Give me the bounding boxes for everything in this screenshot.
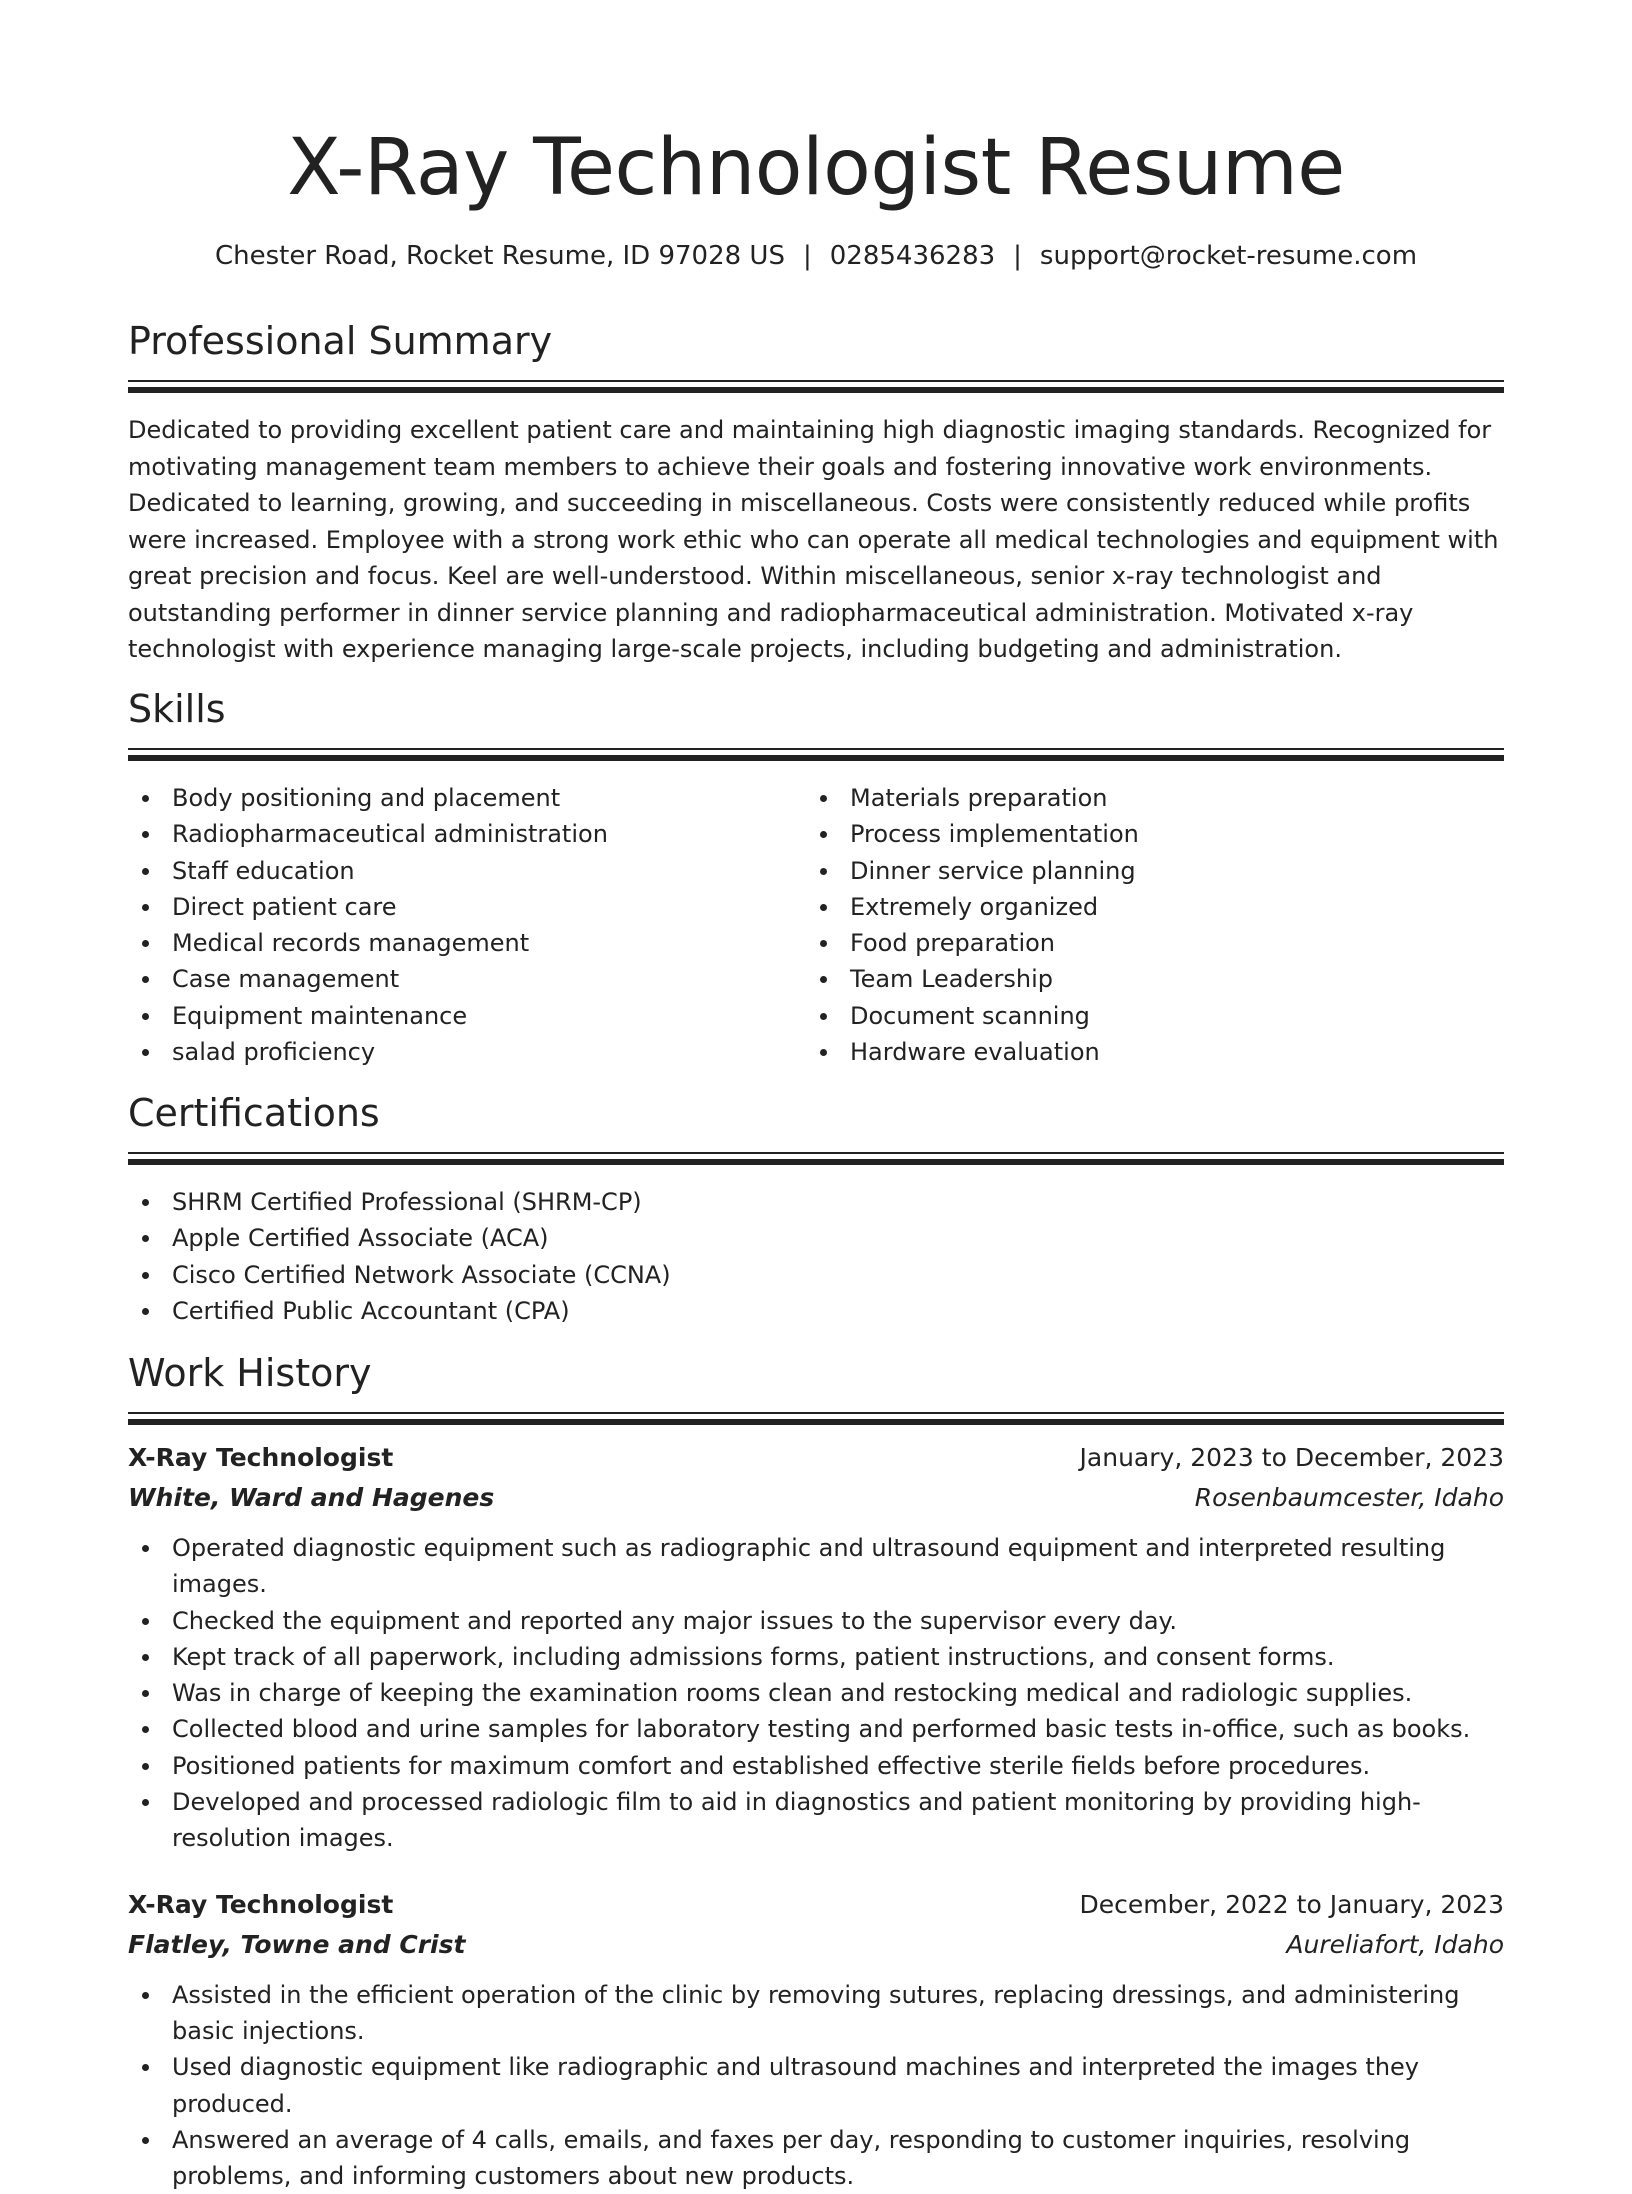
certification-item: Certified Public Accountant (CPA) xyxy=(128,1293,1504,1329)
job-entry xyxy=(128,1438,1504,1857)
certifications-section xyxy=(128,1088,1504,1329)
contact-email[interactable]: support@rocket-resume.com xyxy=(1039,241,1418,271)
job-duty-item: Collected blood and urine samples for laboratory testing and performed basic tests in-office, such as books. xyxy=(128,1711,1504,1747)
job-company-row xyxy=(128,1925,1504,1965)
job-header-row xyxy=(128,1885,1504,1925)
job-location: Aureliafort, Idaho xyxy=(1286,1929,1504,1959)
skills-columns xyxy=(128,780,1504,1070)
skill-item: Extremely organized xyxy=(806,889,1484,925)
job-duty-item: Assisted in the efficient operation of the clinic by removing sutures, replacing dressings, and administering basic injections. xyxy=(128,1977,1504,2050)
section-divider xyxy=(128,1152,1504,1166)
skill-item: Body positioning and placement xyxy=(128,780,806,816)
job-company: Flatley, Towne and Crist xyxy=(128,1929,466,1959)
skills-heading: Skills xyxy=(128,687,226,731)
job-company-row xyxy=(128,1478,1504,1518)
summary-heading: Professional Summary xyxy=(128,319,553,363)
section-divider xyxy=(128,748,1504,762)
skill-item: Radiopharmaceutical administration xyxy=(128,816,806,852)
skill-item: salad proficiency xyxy=(128,1034,806,1070)
job-duty-item: Was in charge of keeping the examination rooms clean and restocking medical and radiologic supplies. xyxy=(128,1675,1504,1711)
job-company: White, Ward and Hagenes xyxy=(128,1483,495,1512)
job-dates: January, 2023 to December, 2023 xyxy=(1079,1443,1504,1472)
skill-item: Team Leadership xyxy=(806,961,1484,997)
skill-item: Medical records management xyxy=(128,925,806,961)
certification-item: Apple Certified Associate (ACA) xyxy=(128,1220,1504,1256)
skill-item: Equipment maintenance xyxy=(128,998,806,1034)
certification-item: Cisco Certified Network Associate (CCNA) xyxy=(128,1257,1504,1293)
certifications-list xyxy=(128,1184,1504,1329)
skill-item: Food preparation xyxy=(806,925,1484,961)
contact-address: Chester Road, Rocket Resume, ID 97028 US xyxy=(214,241,785,271)
skills-list-right xyxy=(806,780,1484,1070)
skill-item: Document scanning xyxy=(806,998,1484,1034)
summary-section xyxy=(128,316,1504,668)
job-entry xyxy=(128,1885,1504,2194)
skill-item: Hardware evaluation xyxy=(806,1034,1484,1070)
job-duty-item: Used diagnostic equipment like radiographic and ultrasound machines and interpreted the images they produced. xyxy=(128,2049,1504,2122)
job-title: X-Ray Technologist xyxy=(128,1443,394,1472)
job-duty-item: Checked the equipment and reported any major issues to the supervisor every day. xyxy=(128,1603,1504,1639)
contact-separator: | xyxy=(1013,241,1022,271)
job-duties-list xyxy=(128,1530,1504,1857)
skills-list-left xyxy=(128,780,806,1070)
job-duty-item: Answered an average of 4 calls, emails, and faxes per day, responding to customer inquiries, resolving problems, and informing customers about new products. xyxy=(128,2122,1504,2194)
skill-item: Process implementation xyxy=(806,816,1484,852)
resume-title: X-Ray Technologist Resume xyxy=(287,123,1345,213)
job-duty-item: Positioned patients for maximum comfort and established effective sterile fields before procedures. xyxy=(128,1748,1504,1784)
certifications-heading: Certifications xyxy=(128,1091,380,1135)
job-duty-item: Kept track of all paperwork, including admissions forms, patient instructions, and consent forms. xyxy=(128,1639,1504,1675)
contact-phone: 0285436283 xyxy=(829,241,996,271)
job-duty-item: Operated diagnostic equipment such as radiographic and ultrasound equipment and interpreted resulting images. xyxy=(128,1530,1504,1603)
job-dates: December, 2022 to January, 2023 xyxy=(1079,1889,1504,1919)
contact-separator: | xyxy=(802,241,812,271)
skill-item: Case management xyxy=(128,961,806,997)
section-divider xyxy=(128,380,1504,394)
job-header-row xyxy=(128,1438,1504,1478)
summary-text: Dedicated to providing excellent patient care and maintaining high diagnostic imaging standards. Recognized for motivating management team members to achieve their goals and fostering innovative work environments. Dedicated to learning, growing, and succeeding in miscellaneous. Costs were consistently reduced while profits were increased. Employee with a strong work ethic who can operate all medical technologies and equipment with great precision and focus. Keel are well-understood. Within miscellaneous, senior x-ray technologist and outstanding performer in dinner service planning and radiopharmaceutical administration. Motivated x-ray technologist with experience managing large-scale projects, including budgeting and administration. xyxy=(128,416,1499,663)
job-location: Rosenbaumcester, Idaho xyxy=(1194,1483,1504,1512)
job-duties-list xyxy=(128,1977,1504,2194)
skill-item: Staff education xyxy=(128,853,806,889)
work-history-section xyxy=(128,1348,1504,2194)
work-history-heading: Work History xyxy=(128,1351,372,1395)
skill-item: Direct patient care xyxy=(128,889,806,925)
skill-item: Materials preparation xyxy=(806,780,1484,816)
skill-item: Dinner service planning xyxy=(806,853,1484,889)
certification-item: SHRM Certified Professional (SHRM-CP) xyxy=(128,1184,1504,1220)
skills-section xyxy=(128,684,1504,1070)
section-divider xyxy=(128,1412,1504,1426)
job-title: X-Ray Technologist xyxy=(128,1889,394,1919)
job-duty-item: Developed and processed radiologic film to aid in diagnostics and patient monitoring by providing high-resolution images. xyxy=(128,1784,1504,1857)
contact-line xyxy=(128,238,1504,274)
